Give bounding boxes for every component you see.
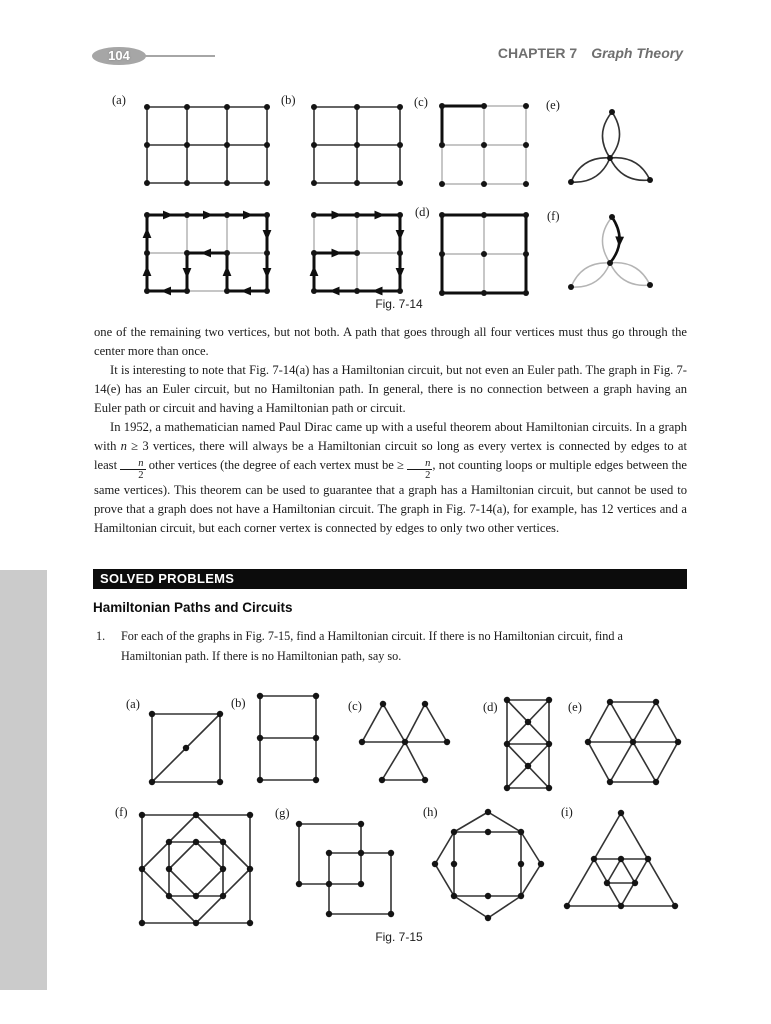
graph-7-14-e — [555, 100, 667, 192]
figure-7-14-label-e: (e) — [546, 98, 560, 112]
graph-7-15-a — [148, 710, 224, 786]
figure-7-14-label-a: (a) — [112, 93, 126, 107]
fraction-n-over-2 — [120, 458, 145, 481]
paragraph-3-text-2: ≥ 3 vertices, there will always be a Hamiltonian circuit so long as every vertex is connected by edges to at least — [94, 439, 687, 472]
figure-7-15-caption: Fig. 7-15 — [375, 930, 423, 944]
graph-7-15-c — [358, 700, 454, 784]
graph-7-14-b — [310, 103, 404, 187]
chapter-label: CHAPTER 7 — [497, 45, 578, 61]
graph-7-15-h — [433, 808, 545, 922]
body-text-block — [94, 323, 687, 538]
figure-7-14-label-b: (b) — [281, 93, 296, 107]
figure-7-14-caption: Fig. 7-14 — [375, 297, 423, 311]
fraction-n-over-2 — [407, 458, 432, 481]
figure-7-15-label-d: (d) — [483, 700, 498, 714]
fraction-denominator: 2 — [407, 469, 432, 481]
body-paragraph-1: one of the remaining two vertices, but not both. A path that goes through all four vertices must thus go through the center more than once. — [94, 325, 687, 358]
graph-7-15-f — [140, 813, 252, 925]
page-number-badge: 104 — [92, 47, 146, 65]
subsection-heading: Hamiltonian Paths and Circuits — [93, 600, 293, 615]
graph-7-14-b-directed — [310, 211, 404, 295]
paragraph-3-text-3: other vertices (the degree of each vertex must be ≥ — [145, 458, 408, 472]
problem-1 — [96, 627, 641, 666]
figure-7-15-label-b: (b) — [231, 696, 246, 710]
graph-7-15-i — [563, 808, 679, 910]
graph-7-14-a — [143, 103, 271, 187]
figure-7-15-label-e: (e) — [568, 700, 582, 714]
figure-7-15-label-c: (c) — [348, 699, 362, 713]
figure-7-15-label-h: (h) — [423, 805, 438, 819]
variable-n: n — [120, 439, 127, 453]
graph-7-15-g — [295, 820, 395, 916]
paragraph-3-text-1: In 1952, a mathematician named Paul Dirac came up with a useful theorem about Hamiltonian circuits. In a graph with — [94, 420, 687, 453]
chapter-title: Graph Theory — [591, 45, 683, 61]
figure-7-14-label-f: (f) — [547, 209, 560, 223]
figure-7-15-label-a: (a) — [126, 697, 140, 711]
problem-1-number: 1. — [96, 629, 106, 643]
graph-7-15-e — [584, 697, 682, 787]
solved-problems-section-bar: SOLVED PROBLEMS — [93, 569, 687, 589]
fraction-denominator: 2 — [120, 469, 145, 481]
graph-7-14-a-directed — [143, 211, 271, 295]
body-paragraph-3 — [94, 418, 687, 538]
problem-1-text: For each of the graphs in Fig. 7-15, find a Hamiltonian circuit. If there is no Hamiltonian circuit, find a Hamiltonian path. If there is no Hamiltonian path, say so. — [121, 629, 623, 663]
graph-7-14-c — [438, 101, 532, 189]
graph-7-15-b — [256, 692, 320, 782]
page-edge-tab — [0, 570, 47, 990]
figure-7-15-label-g: (g) — [275, 806, 290, 820]
fraction-numerator: n — [425, 457, 431, 469]
figure-7-15-label-i: (i) — [561, 805, 573, 819]
fraction-numerator: n — [138, 457, 144, 469]
figure-7-14-label-d: (d) — [415, 205, 430, 219]
graph-7-14-d — [438, 210, 532, 298]
header-rule — [144, 55, 215, 57]
body-paragraph-2: It is interesting to note that Fig. 7-14(a) has a Hamiltonian circuit, but not even an Euler path. The graph in Fig. 7-14(e) has an Euler circuit, but no Hamiltonian path. In general, there is no connection between a graph having an Euler path or circuit and having a Hamiltonian path or circuit. — [94, 363, 687, 415]
chapter-heading — [498, 45, 683, 61]
figure-7-15-label-f: (f) — [115, 805, 128, 819]
figure-7-14-label-c: (c) — [414, 95, 428, 109]
paragraph-3-text-4: , not counting loops or multiple edges between the same vertices). This theorem can be used to guarantee that a graph has a Hamiltonian circuit, but cannot be used to prove that a graph does not have a Hamiltonian circuit. The graph in Fig. 7-14(a), for example, has 12 vertices and a Hamiltonian circuit, but each corner vertex is connected by edges to only two other vertices. — [94, 458, 687, 536]
graph-7-15-d — [503, 696, 553, 792]
graph-7-14-f — [555, 206, 667, 298]
